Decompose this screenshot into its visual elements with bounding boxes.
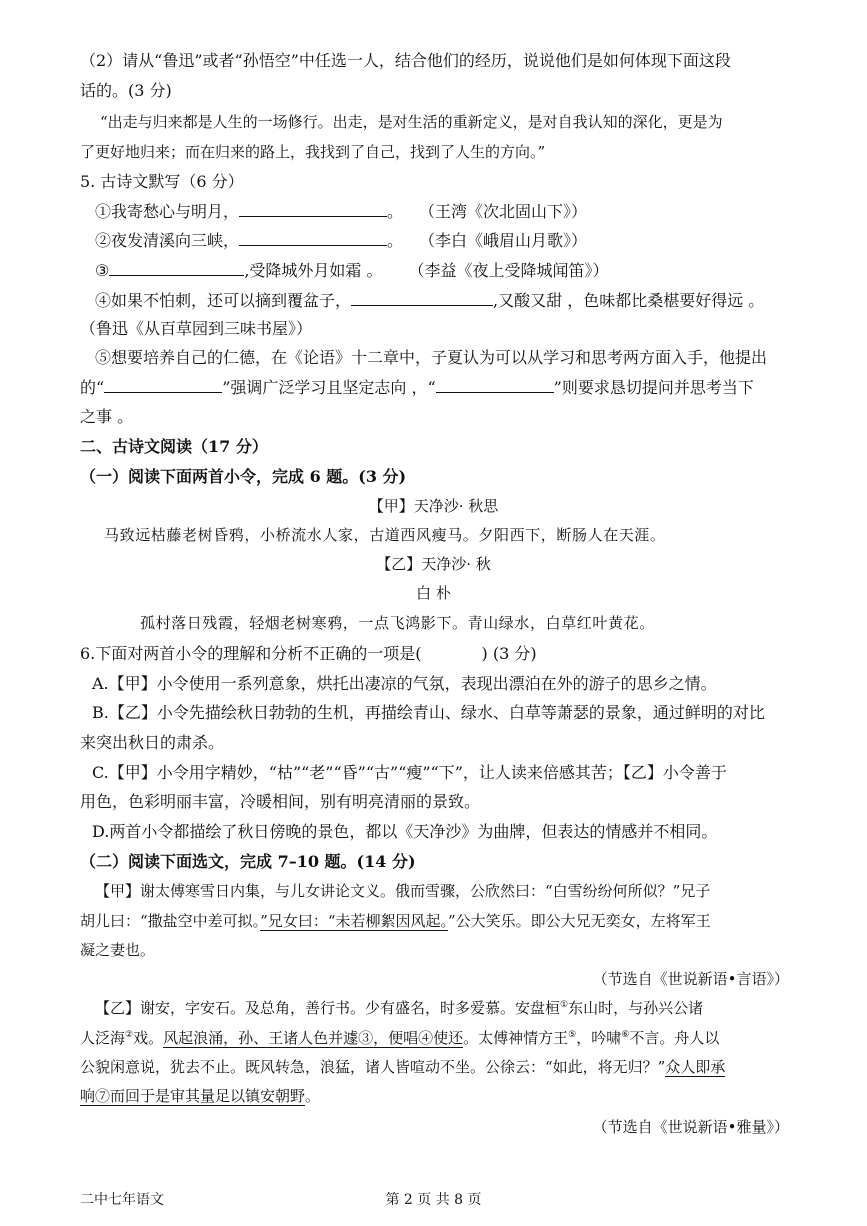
passage-b-line3-part1: 公貌闲意说，犹去不止。既风转急，浪猛，诸人皆喧动不坐。公徐云：“如此，将无归？” <box>80 1058 666 1076</box>
footer-left: 二中七年语文 <box>80 1192 164 1208</box>
passage-a-underlined: ”兄女曰：“未若柳絮因风起。 <box>260 912 449 930</box>
section-2-title: 二、古诗文阅读（17 分） <box>80 437 268 456</box>
poem-b-text: 孤村落日残霞，轻烟老树寒鸦，一点飞鸿影下。青山绿水，白草红叶黄花。 <box>140 614 655 632</box>
q5-item-2-text: ②夜发清溪向三峡， <box>95 231 240 250</box>
q5-item-4-end: ,又酸又甜 ，色味都比桑椹要好得远 。 <box>493 291 765 310</box>
q5-item-4-source: （鲁迅《从百草园到三味书屋》） <box>80 319 313 338</box>
q5-item-1-source: （王湾《次北固山下》） <box>419 202 588 221</box>
q5-item-1 <box>95 201 587 223</box>
section-2-sub2: （二）阅读下面选文，完成 7–10 题。(14 分) <box>80 852 416 871</box>
q5-item-4-text: ④如果不怕刺，还可以摘到覆盆子， <box>95 291 352 310</box>
passage-b-line2 <box>80 1027 719 1049</box>
passage-b-line2-part4: ，吟啸 <box>576 1029 622 1047</box>
passage-a-line1: 【甲】谢太傅寒雪日内集，与儿女讲论文义。俄而雪骤，公欣然曰：“白雪纷纷何所似？”兄子 <box>95 882 711 900</box>
passage-b-underlined-3: 响⑦而回于是审其量足以镇安朝野 <box>80 1087 306 1105</box>
q5-item-2-end: 。 <box>387 231 404 250</box>
q5-item-5-c: ”则要求恳切提问并思考当下 <box>553 378 754 397</box>
q5-item-3 <box>95 260 609 282</box>
q5-item-4 <box>95 290 764 312</box>
q6-stem-text: 6.下面对两首小令的理解和分析不正确的一项是( <box>80 644 422 663</box>
q5-item-5-line1: ⑤想要培养自己的仁德，在《论语》十二章中，子夏认为可以从学习和思考两方面入手，他提出 <box>95 348 768 367</box>
answer-blank-5[interactable] <box>104 378 222 393</box>
footnote-marker-2: ② <box>125 1030 134 1040</box>
passage-b-line2-part3: 。太傅神情方王 <box>463 1029 569 1047</box>
q5-item-3-num: ③ <box>95 261 110 280</box>
footer-page-number: 第 2 页 共 8 页 <box>385 1192 482 1208</box>
poem-a-text: 马致远枯藤老树昏鸦，小桥流水人家，古道西风瘦马。夕阳西下，断肠人在天涯。 <box>104 526 666 544</box>
q6-option-d: D.两首小令都描绘了秋日傍晚的景色，都以《天净沙》为曲牌，但表达的情感并不相同。 <box>92 822 718 841</box>
poem-a-title: 【甲】天净沙· 秋思 <box>368 497 499 515</box>
q5-item-1-text: ①我寄愁心与明月， <box>95 202 240 221</box>
q6-stem-end: ) (3 分) <box>481 644 537 663</box>
q6-option-a: A.【甲】小令使用一系列意象，烘托出凄凉的气氛，表现出漂泊在外的游子的思乡之情。 <box>92 674 717 693</box>
answer-blank-4[interactable] <box>351 291 493 306</box>
q5-item-5-line3: 之事 。 <box>80 407 134 426</box>
q5-item-5-line2 <box>80 377 754 399</box>
quote-line1: “出走与归来都是人生的一场修行。出走，是对生活的重新定义，是对自我认知的深化，更是为 <box>100 113 723 131</box>
passage-b-line2-part1: 人泛海 <box>80 1029 126 1047</box>
answer-blank-1[interactable] <box>239 202 387 217</box>
q5-item-2-source: （李白《峨眉山月歌》） <box>419 231 588 250</box>
q4-2-line2: 话的。(3 分) <box>80 81 172 100</box>
passage-a-line2 <box>80 910 711 932</box>
q5-title: 5. 古诗文默写（6 分） <box>80 172 244 191</box>
passage-a-source: （节选自《世说新语•言语》） <box>592 970 789 988</box>
passage-a-line3: 凝之妻也。 <box>80 941 156 959</box>
q6-option-c-line2: 用色，色彩明丽丰富，冷暖相间，别有明亮清丽的景致。 <box>80 792 481 811</box>
passage-b-line4 <box>80 1085 320 1107</box>
passage-b-source: （节选自《世说新语•雅量》） <box>592 1118 789 1136</box>
answer-blank-6[interactable] <box>436 378 554 393</box>
q6-stem <box>80 643 537 665</box>
passage-a-line2-part1: 胡儿曰：“撒盐空中差可拟。 <box>80 912 261 930</box>
passage-a-line2-part2: ”公大笑乐。即公大兄无奕女，左将军王 <box>448 912 711 930</box>
q5-item-2 <box>95 230 587 252</box>
q5-item-3-source: （李益《夜上受降城闻笛》） <box>408 261 609 280</box>
passage-b-underlined-2: 众人即承 <box>665 1058 726 1076</box>
footnote-marker-1: ① <box>560 1000 569 1010</box>
passage-b-line3 <box>80 1056 725 1078</box>
answer-blank-2[interactable] <box>239 231 387 246</box>
passage-b-line4-end: 。 <box>305 1087 321 1105</box>
q6-option-b-line1: B.【乙】小令先描绘秋日勃勃的生机，再描绘青山、绿水、白草等萧瑟的景象，通过鲜明的对比 <box>92 703 765 722</box>
quote-line2: 了更好地归来；而在归来的路上，我找到了自己，找到了人生的方向。” <box>80 143 546 161</box>
q5-item-1-end: 。 <box>387 202 404 221</box>
passage-b-line1 <box>95 997 703 1019</box>
passage-b-underlined-1: 风起浪涌，孙、王诸人色并遽③，便唱④使还 <box>163 1029 464 1047</box>
passage-b-line2-part2: 戏。 <box>133 1029 164 1047</box>
poem-b-title: 【乙】天净沙· 秋 <box>376 555 491 573</box>
q6-option-b-line2: 来突出秋日的肃杀。 <box>80 733 225 752</box>
footnote-marker-5: ⑤ <box>568 1030 577 1040</box>
q5-item-3-text: ,受降城外月如霜 。 <box>244 261 383 280</box>
answer-blank-3[interactable] <box>109 261 244 276</box>
q5-item-5-b: ”强调广泛学习且坚定志向 ，“ <box>222 378 436 397</box>
q5-item-5-a: 的“ <box>80 378 105 397</box>
section-2-sub1: （一）阅读下面两首小令，完成 6 题。(3 分) <box>80 467 407 486</box>
q6-option-c-line1: C.【甲】小令用字精妙，“枯”“老”“昏”“古”“瘦”“下”，让人读来倍感其苦；【乙】小令善于 <box>92 763 727 782</box>
q4-2-line1: （2）请从“鲁迅”或者“孙悟空”中任选一人，结合他们的经历，说说他们是如何体现下面这段 <box>80 51 731 70</box>
passage-b-line1-part2: 东山时，与孙兴公诸 <box>568 999 704 1017</box>
passage-b-line1-part1: 【乙】谢安，字安石。及总角，善行书。少有盛名，时多爱慕。安盘桓 <box>95 999 561 1017</box>
footnote-marker-6: ⑥ <box>621 1030 630 1040</box>
poem-b-author: 白 朴 <box>416 584 451 602</box>
passage-b-line2-part5: 不言。舟人以 <box>629 1029 720 1047</box>
